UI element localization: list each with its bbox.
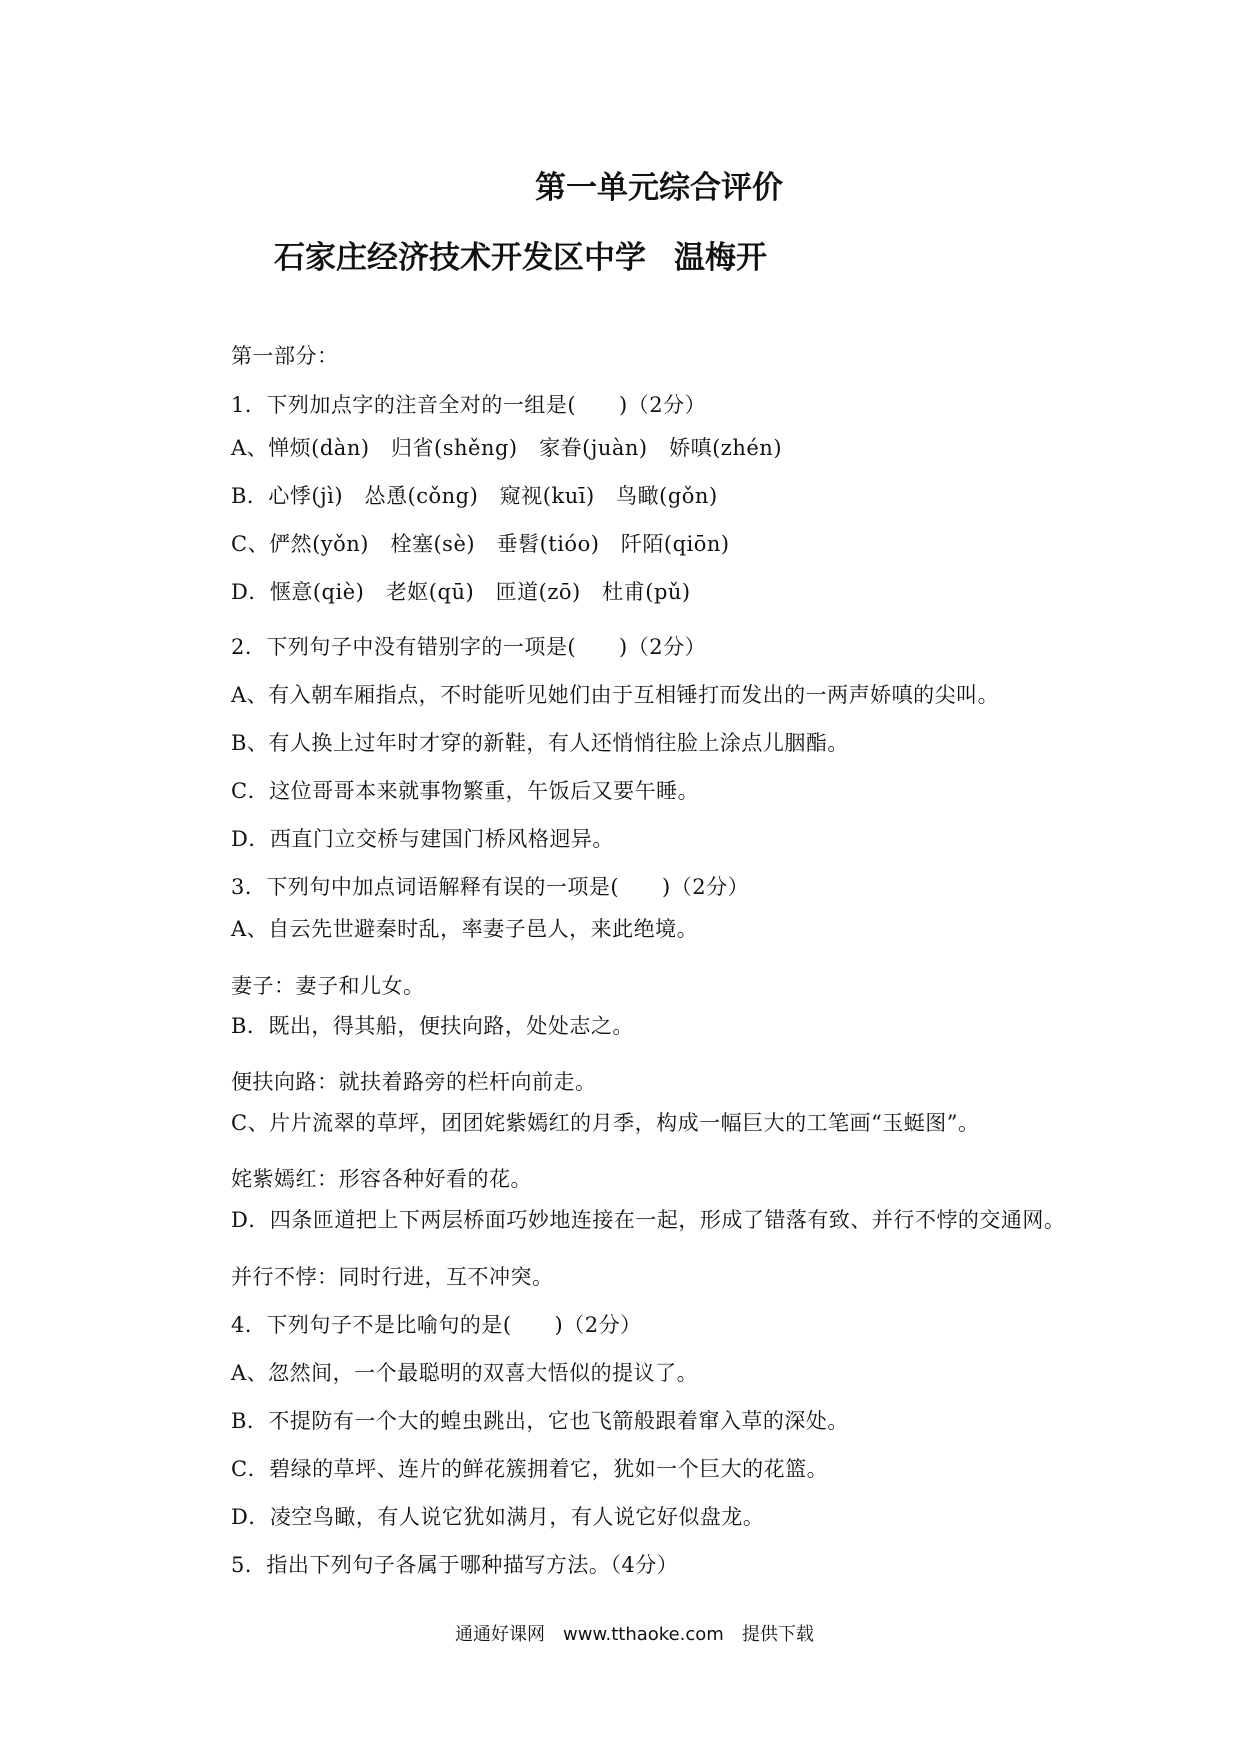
question-3-option-d: D．四条匝道把上下两层桥面巧妙地连接在一起，形成了错落有致、并行不悖的交通网。: [231, 1208, 1066, 1232]
document-title: 第一单元综合评价: [535, 170, 783, 206]
question-1-option-c: C、俨然(yǒn) 栓塞(sè) 垂髫(tióo) 阡陌(qiōn): [231, 532, 730, 556]
question-2: 2．下列句子中没有错别字的一项是( )（2分）: [231, 635, 707, 659]
question-4-option-c: C．碧绿的草坪、连片的鲜花簇拥着它，犹如一个巨大的花篮。: [231, 1457, 829, 1481]
question-1-option-d: D．惬意(qiè) 老妪(qū) 匝道(zō) 杜甫(pǔ): [231, 580, 691, 604]
question-3-option-c: C、片片流翠的草坪，团团姹紫嫣红的月季，构成一幅巨大的工笔画“玉蜓图”。: [231, 1111, 980, 1135]
question-1-option-b: B．心悸(jì) 怂恿(cǒng) 窥视(kuī) 鸟瞰(gǒn): [231, 484, 718, 508]
question-3-note-a: 妻子：妻子和儿女。: [231, 974, 425, 998]
question-4: 4．下列句子不是比喻句的是( )（2分）: [231, 1313, 642, 1337]
question-3: 3．下列句中加点词语解释有误的一项是( )（2分）: [231, 875, 750, 899]
question-3-note-b: 便扶向路：就扶着路旁的栏杆向前走。: [231, 1070, 597, 1094]
question-2-option-b: B、有人换上过年时才穿的新鞋，有人还悄悄往脸上涂点儿胭酯。: [231, 731, 849, 755]
question-3-note-c: 姹紫嫣红：形容各种好看的花。: [231, 1167, 532, 1191]
question-3-option-b: B．既出，得其船，便扶向路，处处志之。: [231, 1014, 634, 1038]
school-name: 石家庄经济技术开发区中学: [274, 240, 646, 276]
question-1-option-a: A、惮烦(dàn) 归省(shěng) 家眷(juàn) 娇嗔(zhén): [231, 436, 783, 460]
question-2-option-a: A、有入朝车厢指点，不时能听见她们由于互相锤打而发出的一两声娇嗔的尖叫。: [231, 683, 1000, 707]
question-2-option-d: D．西直门立交桥与建国门桥风格迥异。: [231, 827, 614, 851]
section-heading: 第一部分：: [231, 344, 339, 368]
author-line: [274, 232, 767, 277]
question-4-option-d: D．凌空鸟瞰，有人说它犹如满月，有人说它好似盘龙。: [231, 1505, 765, 1529]
question-2-option-c: C．这位哥哥本来就事物繁重，午饭后又要午睡。: [231, 779, 700, 803]
author-name: 温梅开: [674, 240, 767, 276]
question-4-option-b: B．不提防有一个大的蝗虫跳出，它也飞箭般跟着窜入草的深处。: [231, 1409, 849, 1433]
question-1: 1．下列加点字的注音全对的一组是( )（2分）: [231, 393, 707, 417]
question-3-option-a: A、自云先世避秦时乱，率妻子邑人，来此绝境。: [231, 917, 699, 941]
question-5: 5．指出下列句子各属于哪种描写方法。（4分）: [231, 1553, 679, 1577]
question-3-note-d: 并行不悖：同时行进，互不冲突。: [231, 1265, 554, 1289]
question-4-option-a: A、忽然间，一个最聪明的双喜大悟似的提议了。: [231, 1361, 699, 1385]
footer-credit: 通通好课网 www.tthaoke.com 提供下载: [455, 1624, 814, 1645]
